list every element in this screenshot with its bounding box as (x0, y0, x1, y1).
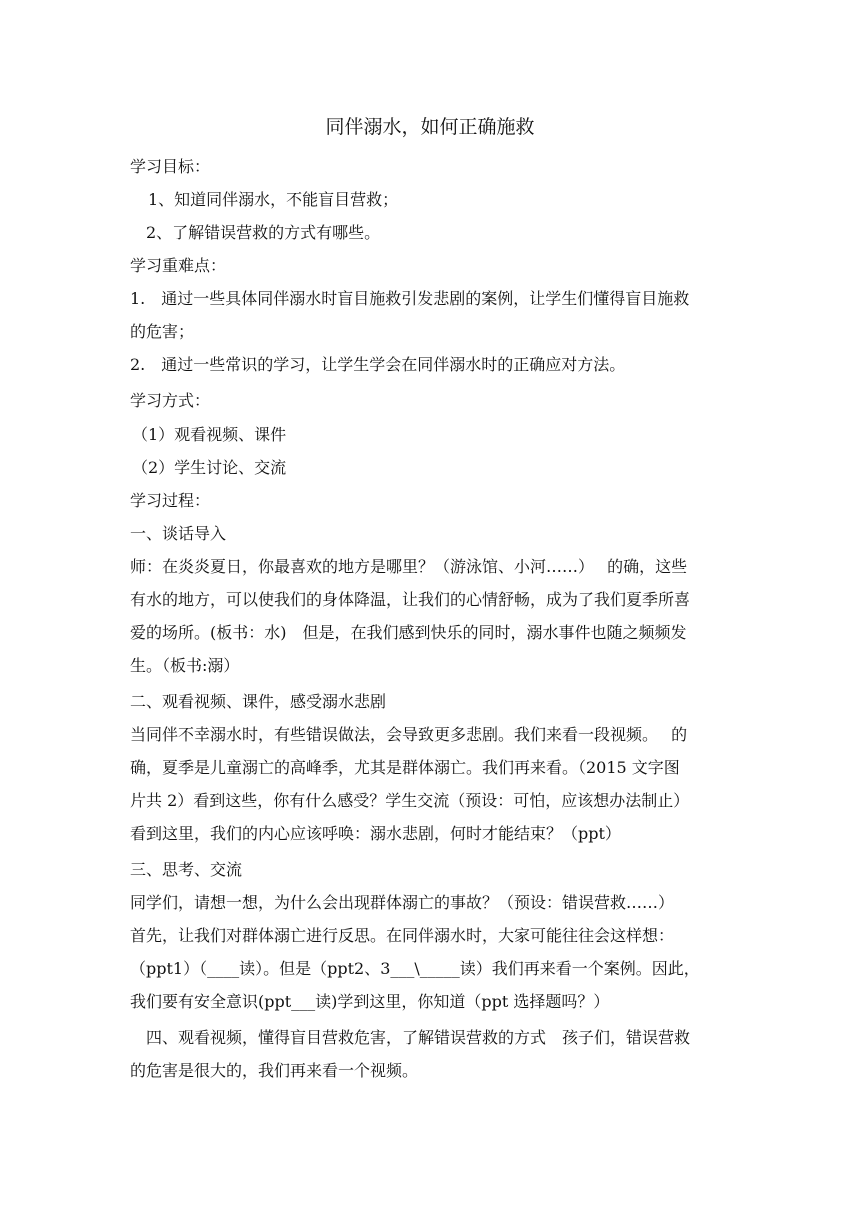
section-3-line-2: 首先，让我们对群体溺亡进行反思。在同伴溺水时，大家可能往往会这样想： (130, 926, 675, 945)
goals-heading: 学习目标： (130, 157, 211, 176)
section-1-line-3: 爱的场所。(板书：水) 但是，在我们感到快乐的同时，溺水事件也随之频频发 (130, 623, 687, 642)
document-title: 同伴溺水，如何正确施救 (325, 116, 535, 138)
section-2-line-1: 当同伴不幸溺水时，有些错误做法，会导致更多悲剧。我们来看一段视频。 的 (130, 725, 688, 744)
section-2-line-3: 片共 2）看到这些，你有什么感受？学生交流（预设：可怕，应该想办法制止） (130, 791, 690, 810)
section-4-line-1: 四、观看视频，懂得盲目营救危害，了解错误营救的方式 孩子们，错误营救 (146, 1028, 691, 1047)
section-2-line-4: 看到这里，我们的内心应该呼唤：溺水悲剧，何时才能结束？（ppt） (130, 824, 621, 843)
section-3-heading: 三、思考、交流 (130, 860, 243, 879)
section-3-line-4: 我们要有安全意识(ppt___读)学到这里，你知道（ppt 选择题吗？） (130, 992, 610, 1011)
method-item-1: （1）观看视频、课件 (132, 425, 287, 444)
section-2-heading: 二、观看视频、课件，感受溺水悲剧 (130, 692, 387, 711)
section-1-line-1: 师：在炎炎夏日，你最喜欢的地方是哪里？（游泳馆、小河……） 的确，这些 (130, 557, 688, 576)
section-3-line-3: （ppt1）（____读）。但是（ppt2、3___\_____读）我们再来看一个案例。因此， (130, 959, 700, 978)
methods-heading: 学习方式： (130, 391, 211, 410)
process-heading: 学习过程： (130, 491, 211, 510)
section-2-line-2: 确，夏季是儿童溺亡的高峰季，尤其是群体溺亡。我们再来看。（2015 文字图 (130, 758, 680, 777)
method-item-2: （2）学生讨论、交流 (132, 458, 287, 477)
key-point-2: 2. 通过一些常识的学习，让学生学会在同伴溺水时的正确应对方法。 (130, 355, 626, 374)
key-point-1-line-2: 的危害； (130, 322, 195, 341)
section-3-line-1: 同学们，请想一想，为什么会出现群体溺亡的事故？（预设：错误营救……） (130, 893, 675, 912)
section-1-line-4: 生。（板书:溺） (130, 656, 240, 675)
section-1-line-2: 有水的地方，可以使我们的身体降温，让我们的心情舒畅，成为了我们夏季所喜 (130, 590, 691, 609)
section-1-heading: 一、谈话导入 (130, 524, 227, 543)
section-4-line-2: 的危害是很大的，我们再来看一个视频。 (130, 1061, 419, 1080)
goal-item-2: 2、了解错误营救的方式有哪些。 (146, 223, 381, 242)
goal-item-1: 1、知道同伴溺水，不能盲目营救； (148, 190, 399, 209)
key-points-heading: 学习重难点： (130, 256, 227, 275)
key-point-1-line-1: 1. 通过一些具体同伴溺水时盲目施救引发悲剧的案例，让学生们懂得盲目施救 (130, 289, 690, 308)
